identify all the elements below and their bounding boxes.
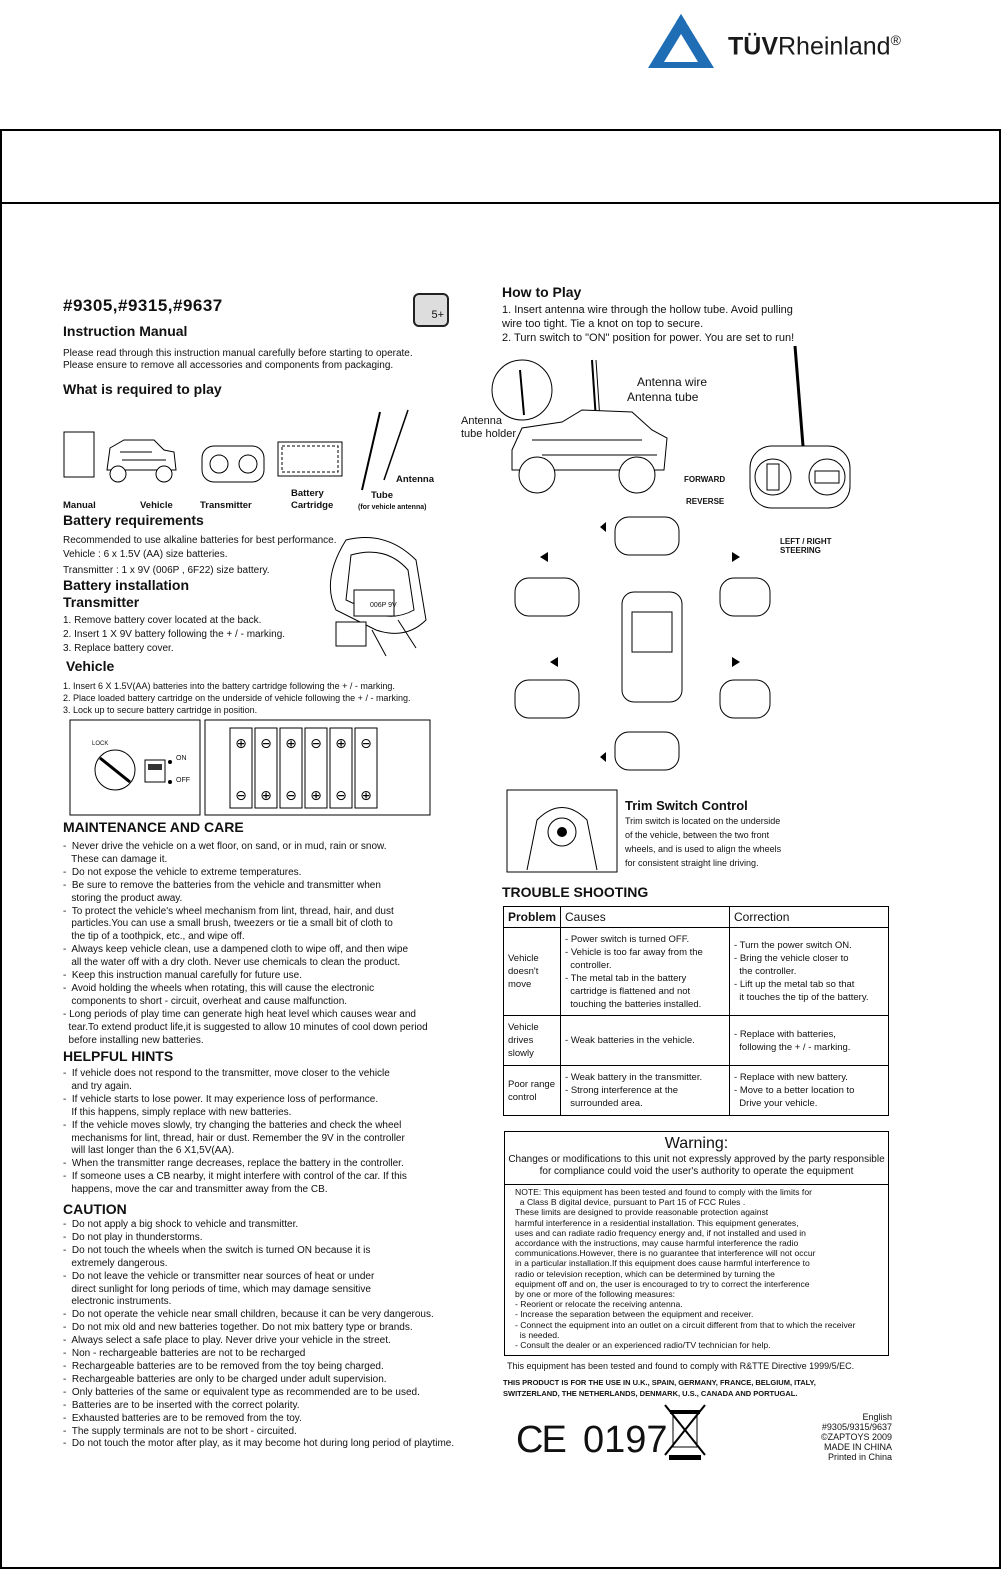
list-item: - Connect the equipment into an outlet on a circuit different from that to which the receiver bbox=[515, 1319, 856, 1330]
svg-text:⊕: ⊕ bbox=[335, 736, 347, 752]
antenna-holder-label-2: tube holder bbox=[461, 428, 517, 440]
list-item: particles.You can use a small brush, tweezers or tie a small bit of cloth to bbox=[63, 918, 393, 930]
transmitter-back-illustration bbox=[316, 530, 436, 660]
steering-label-2: STEERING bbox=[780, 546, 821, 555]
list-item: - Always select a safe place to play. Never drive your vehicle in the street. bbox=[63, 1335, 391, 1347]
label-antenna: Antenna bbox=[396, 474, 434, 485]
weee-bin-icon bbox=[665, 1405, 705, 1461]
reverse-label: REVERSE bbox=[686, 497, 725, 506]
warning-text-1: Changes or modifications to this unit not expressly approved by the party responsible bbox=[508, 1154, 885, 1165]
vehicle-icon bbox=[107, 440, 176, 482]
table-row bbox=[504, 1016, 889, 1066]
vehicle-step-3: 3. Lock up to secure battery cartridge in position. bbox=[63, 705, 258, 715]
list-item: - Always keep vehicle clean, use a dampened cloth to wipe off, and then wipe bbox=[63, 944, 409, 956]
how-to-play-line-2: wire too tight. Tie a knot on top to secure. bbox=[502, 318, 704, 330]
list-item: - Do not touch the motor after play, as it may become hot during long period of playtime. bbox=[63, 1438, 455, 1450]
label-vehicle: Vehicle bbox=[140, 500, 173, 511]
svg-text:⊖: ⊖ bbox=[335, 788, 347, 804]
list-item: If this happens, simply replace with new batteries. bbox=[63, 1106, 292, 1118]
list-item: - Do not apply a big shock to vehicle and transmitter. bbox=[63, 1219, 299, 1230]
label-cartridge: Cartridge bbox=[291, 500, 334, 511]
list-item: - Keep this instruction manual carefully for future use. bbox=[63, 970, 303, 982]
list-item: - When the transmitter range decreases, replace the battery in the controller. bbox=[63, 1158, 404, 1170]
causes-cell: - Power switch is turned OFF. - Vehicle is too far away from the controller. - The metal tab in the battery cartridge is flattened and not touching the batteries installed. bbox=[561, 928, 730, 1016]
correction-cell: - Replace with new battery. - Move to a better location to Drive your vehicle. bbox=[730, 1066, 889, 1116]
causes-cell: - Weak battery in the transmitter. - Strong interference at the surrounded area. bbox=[561, 1066, 730, 1116]
list-item: - Exhausted batteries are to be removed from the toy. bbox=[63, 1412, 302, 1424]
battery-req-line-3: Transmitter : 1 x 9V (006P , 6F22) size battery. bbox=[63, 565, 270, 576]
intro-line-2: Please ensure to remove all accessories and components from packaging. bbox=[63, 360, 394, 371]
fcc-note bbox=[515, 1187, 855, 1350]
footer-language: English bbox=[862, 1412, 892, 1422]
svg-text:⊕: ⊕ bbox=[235, 736, 247, 752]
list-item: radio or television reception, which can be determined by turning the bbox=[515, 1268, 775, 1279]
table-row bbox=[504, 928, 889, 1016]
antenna-wire-label: Antenna wire bbox=[637, 375, 708, 389]
list-item: NOTE: This equipment has been tested and found to comply with the limits for bbox=[515, 1187, 812, 1197]
list-item: These can damage it. bbox=[63, 853, 168, 865]
list-item: harmful interference in a residential installation. This equipment generates, bbox=[515, 1217, 799, 1228]
required-items-illustration bbox=[62, 410, 442, 500]
header-correction: Correction bbox=[730, 907, 889, 928]
warning-text-2: for compliance could void the user's authority to operate the equipment bbox=[539, 1166, 854, 1177]
causes-cell: - Weak batteries in the vehicle. bbox=[561, 1016, 730, 1066]
svg-text:⊖: ⊖ bbox=[310, 736, 322, 752]
list-item: - If vehicle does not respond to the transmitter, move closer to the vehicle bbox=[63, 1068, 390, 1079]
trim-line-2: of the vehicle, between the two front bbox=[625, 830, 770, 840]
list-item: - Avoid holding the wheels when rotating, this will cause the electronic bbox=[63, 982, 375, 994]
battery-req-title: Battery requirements bbox=[63, 512, 204, 528]
footer-copyright: ©ZAPTOYS 2009 bbox=[821, 1432, 892, 1442]
list-item: and try again. bbox=[63, 1080, 132, 1092]
list-item: electronic instruments. bbox=[63, 1296, 172, 1308]
control-directions-diagram bbox=[510, 512, 770, 782]
tuv-wordmark: TÜVRheinland® bbox=[728, 32, 901, 61]
svg-text:⊕: ⊕ bbox=[260, 788, 272, 804]
header-separator bbox=[2, 202, 999, 204]
trouble-title: TROUBLE SHOOTING bbox=[502, 884, 649, 900]
rtte-statement: This equipment has been tested and found to comply with R&TTE Directive 1999/5/EC. bbox=[507, 1361, 855, 1371]
warning-separator bbox=[505, 1184, 888, 1185]
list-item: - Do not expose the vehicle to extreme temperatures. bbox=[63, 866, 302, 878]
maintenance-list bbox=[63, 841, 428, 1048]
trouble-header-row bbox=[504, 907, 889, 928]
trim-line-3: wheels, and is used to align the wheels bbox=[625, 844, 782, 854]
vehicle-step-2: 2. Place loaded battery cartridge on the underside of vehicle following the + / - marking. bbox=[63, 693, 411, 703]
battery-cartridge-diagram bbox=[70, 720, 430, 820]
caution-list bbox=[63, 1219, 454, 1451]
notified-body-number: 0197 bbox=[583, 1419, 668, 1461]
list-item: all the water off with a dry cloth. Never use chemicals to clean the product. bbox=[63, 957, 401, 969]
list-item: equipment off and on, the user is encouraged to try to correct the interference bbox=[515, 1278, 810, 1289]
list-item: communications.However, there is no guarantee that interference will not occur bbox=[515, 1248, 816, 1259]
how-to-play-line-1: 1. Insert antenna wire through the hollow tube. Avoid pulling bbox=[502, 304, 793, 316]
problem-cell: Vehicle doesn't move bbox=[504, 928, 561, 1016]
list-item: - Rechargeable batteries are only to be charged under adult supervision. bbox=[63, 1373, 387, 1385]
list-item: by one or more of the following measures: bbox=[515, 1289, 676, 1300]
list-item: - Never drive the vehicle on a wet floor, on sand, or in mud, rain or snow. bbox=[63, 841, 387, 852]
battery-cartridge-icon bbox=[278, 442, 342, 476]
list-item: - Rechargeable batteries are to be removed from the toy being charged. bbox=[63, 1360, 384, 1372]
battery-req-line-2: Vehicle : 6 x 1.5V (AA) size batteries. bbox=[63, 549, 228, 560]
trim-line-4: for consistent straight line driving. bbox=[625, 858, 759, 868]
list-item: tear.To extend product life,it is suggested to allow 10 minutes of cool down period bbox=[63, 1021, 428, 1033]
caution-title: CAUTION bbox=[63, 1201, 127, 1217]
list-item: These limits are designed to provide reasonable protection against bbox=[515, 1207, 769, 1218]
list-item: - Batteries are to be inserted with the correct polarity. bbox=[63, 1399, 300, 1411]
list-item: a Class B digital device, pursuant to Part 15 of FCC Rules . bbox=[515, 1197, 746, 1208]
steering-label-1: LEFT / RIGHT bbox=[780, 537, 832, 546]
label-tube-note: (for vehicle antenna) bbox=[358, 504, 427, 511]
list-item: the tip of a toothpick, etc., and wipe off. bbox=[63, 931, 245, 943]
label-tube: Tube bbox=[371, 490, 393, 501]
list-item: - To protect the vehicle's wheel mechanism from lint, thread, hair, and dust bbox=[63, 905, 394, 917]
lock-label: LOCK bbox=[92, 741, 109, 747]
intro-line-1: Please read through this instruction manual carefully before starting to operate. bbox=[63, 348, 413, 359]
transmitter-step-2: 2. Insert 1 X 9V battery following the + / - marking. bbox=[63, 629, 286, 640]
antenna-tube-label: Antenna tube bbox=[627, 390, 699, 404]
tuv-triangle-icon bbox=[646, 12, 716, 72]
svg-text:⊕: ⊕ bbox=[310, 788, 322, 804]
battery-install-title: Battery installation bbox=[63, 577, 190, 593]
svg-text:⊕: ⊕ bbox=[360, 788, 372, 804]
list-item: - Do not touch the wheels when the switch is turned ON because it is bbox=[63, 1244, 371, 1256]
svg-text:⊖: ⊖ bbox=[360, 736, 372, 752]
vehicle-step-1: 1. Insert 6 X 1.5V(AA) batteries into the battery cartridge following the + / - marking. bbox=[63, 681, 395, 691]
list-item: extremely dangerous. bbox=[63, 1257, 168, 1269]
use-in-line-2: SWITZERLAND, THE NETHERLANDS, DENMARK, U.S., CANADA AND PORTUGAL. bbox=[503, 1389, 798, 1398]
transmitter-step-3: 3. Replace battery cover. bbox=[63, 643, 174, 654]
svg-text:⊕: ⊕ bbox=[285, 736, 297, 752]
svg-text:⊖: ⊖ bbox=[235, 788, 247, 804]
list-item: direct sunlight for long periods of time, which may damage sensitive bbox=[63, 1283, 371, 1295]
footer-block bbox=[800, 1412, 892, 1462]
maintenance-title: MAINTENANCE AND CARE bbox=[63, 819, 244, 835]
problem-cell: Poor range control bbox=[504, 1066, 561, 1116]
list-item: - Be sure to remove the batteries from the vehicle and transmitter when bbox=[63, 879, 381, 891]
trim-title: Trim Switch Control bbox=[625, 798, 748, 813]
footer-models: #9305/9315/9637 bbox=[821, 1422, 892, 1432]
tuv-rheinland-logo bbox=[646, 12, 976, 72]
list-item: - Non - rechargeable batteries are not to be recharged bbox=[63, 1348, 306, 1360]
forward-label: FORWARD bbox=[684, 475, 726, 484]
model-numbers: #9305,#9315,#9637 bbox=[63, 296, 223, 315]
vehicle-subtitle: Vehicle bbox=[66, 658, 115, 674]
switch-off-label: OFF bbox=[176, 777, 190, 784]
list-item: - Do not mix old and new batteries together. Do not mix battery type or brands. bbox=[63, 1322, 413, 1334]
list-item: will last longer than the 6 X1,5V(AA). bbox=[63, 1145, 235, 1157]
transmitter-step-1: 1. Remove battery cover located at the back. bbox=[63, 615, 262, 626]
list-item: is needed. bbox=[515, 1329, 560, 1340]
list-item: - Reorient or relocate the receiving antenna. bbox=[515, 1299, 683, 1310]
list-item: - Increase the separation between the equipment and receiver. bbox=[515, 1309, 754, 1320]
header-problem: Problem bbox=[504, 907, 561, 928]
list-item: mechanisms for lint, thread, hair or dust. Remember the 9V in the controller bbox=[63, 1132, 405, 1144]
trim-line-1: Trim switch is located on the underside bbox=[625, 816, 781, 826]
how-to-play-title: How to Play bbox=[502, 284, 582, 300]
antenna-holder-label-1: Antenna bbox=[461, 415, 502, 427]
footer-made-in: MADE IN CHINA bbox=[823, 1442, 892, 1452]
list-item: - Consult the dealer or an experienced radio/TV technician for help. bbox=[515, 1340, 771, 1351]
trouble-table bbox=[503, 906, 889, 1116]
list-item: - If vehicle starts to lose power. It may experience loss of performance. bbox=[63, 1093, 379, 1105]
list-item: before installing new batteries. bbox=[63, 1034, 204, 1046]
label-battery: Battery bbox=[291, 488, 324, 499]
problem-cell: Vehicle drives slowly bbox=[504, 1016, 561, 1066]
list-item: - Do not operate the vehicle near small children, because it can be very dangerous. bbox=[63, 1309, 434, 1321]
how-to-play-line-3: 2. Turn switch to "ON" position for power. You are set to run! bbox=[502, 332, 795, 344]
controller-illustration bbox=[745, 346, 855, 516]
svg-text:⊖: ⊖ bbox=[285, 788, 297, 804]
hints-title: HELPFUL HINTS bbox=[63, 1048, 174, 1064]
list-item: - If the vehicle moves slowly, try changing the batteries and check the wheel bbox=[63, 1119, 402, 1131]
list-item: - Only batteries of the same or equivalent type as recommended are to be used. bbox=[63, 1386, 420, 1398]
list-item: - Do not play in thunderstorms. bbox=[63, 1231, 203, 1243]
list-item: storing the product away. bbox=[63, 892, 183, 904]
list-item: components to short - circuit, overheat and cause malfunction. bbox=[63, 995, 348, 1007]
header-causes: Causes bbox=[561, 907, 730, 928]
label-manual: Manual bbox=[63, 500, 96, 511]
list-item: in a particular installation.If this equipment does cause harmful interference to bbox=[515, 1258, 810, 1269]
manual-title: Instruction Manual bbox=[63, 323, 188, 339]
correction-cell: - Turn the power switch ON. - Bring the vehicle closer to the controller. - Lift up the metal tab so that it touches the tip of the battery. bbox=[730, 928, 889, 1016]
required-title: What is required to play bbox=[63, 381, 222, 397]
use-in-line-1: THIS PRODUCT IS FOR THE USE IN U.K., SPAIN, GERMANY, FRANCE, BELGIUM, ITALY, bbox=[503, 1378, 816, 1387]
age-badge: 5+ bbox=[413, 293, 449, 327]
table-row bbox=[504, 1066, 889, 1116]
switch-on-label: ON bbox=[176, 755, 187, 762]
hints-list bbox=[63, 1068, 407, 1197]
transmitter-icon bbox=[202, 446, 264, 482]
transmitter-subtitle: Transmitter bbox=[63, 594, 140, 610]
correction-cell: - Replace with batteries, following the + / - marking. bbox=[730, 1016, 889, 1066]
list-item: uses and can radiate radio frequency energy and, if not installed and used in bbox=[515, 1227, 806, 1238]
warning-box bbox=[504, 1131, 889, 1356]
battery-req-line-1: Recommended to use alkaline batteries for best performance. bbox=[63, 535, 337, 546]
footer-printed-in: Printed in China bbox=[827, 1452, 892, 1462]
list-item: - If someone uses a CB nearby, it might interfere with control of the car. If this bbox=[63, 1171, 407, 1183]
battery-9v-label: 006P 9V bbox=[370, 602, 397, 609]
warning-title: Warning: bbox=[664, 1135, 729, 1152]
list-item: - Long periods of play time can generate high heat level which causes wear and bbox=[63, 1008, 416, 1020]
ce-mark: CE bbox=[516, 1419, 565, 1461]
list-item: - The supply terminals are not to be short - circuited. bbox=[63, 1425, 297, 1437]
list-item: happens, move the car and transmitter away from the CB. bbox=[63, 1184, 328, 1196]
list-item: - Do not leave the vehicle or transmitter near sources of heat or under bbox=[63, 1270, 375, 1282]
list-item: accordance with the instructions, may cause harmful interference the radio bbox=[515, 1238, 799, 1249]
trim-switch-illustration bbox=[507, 790, 617, 872]
svg-text:⊖: ⊖ bbox=[260, 736, 272, 752]
label-transmitter: Transmitter bbox=[200, 500, 252, 511]
